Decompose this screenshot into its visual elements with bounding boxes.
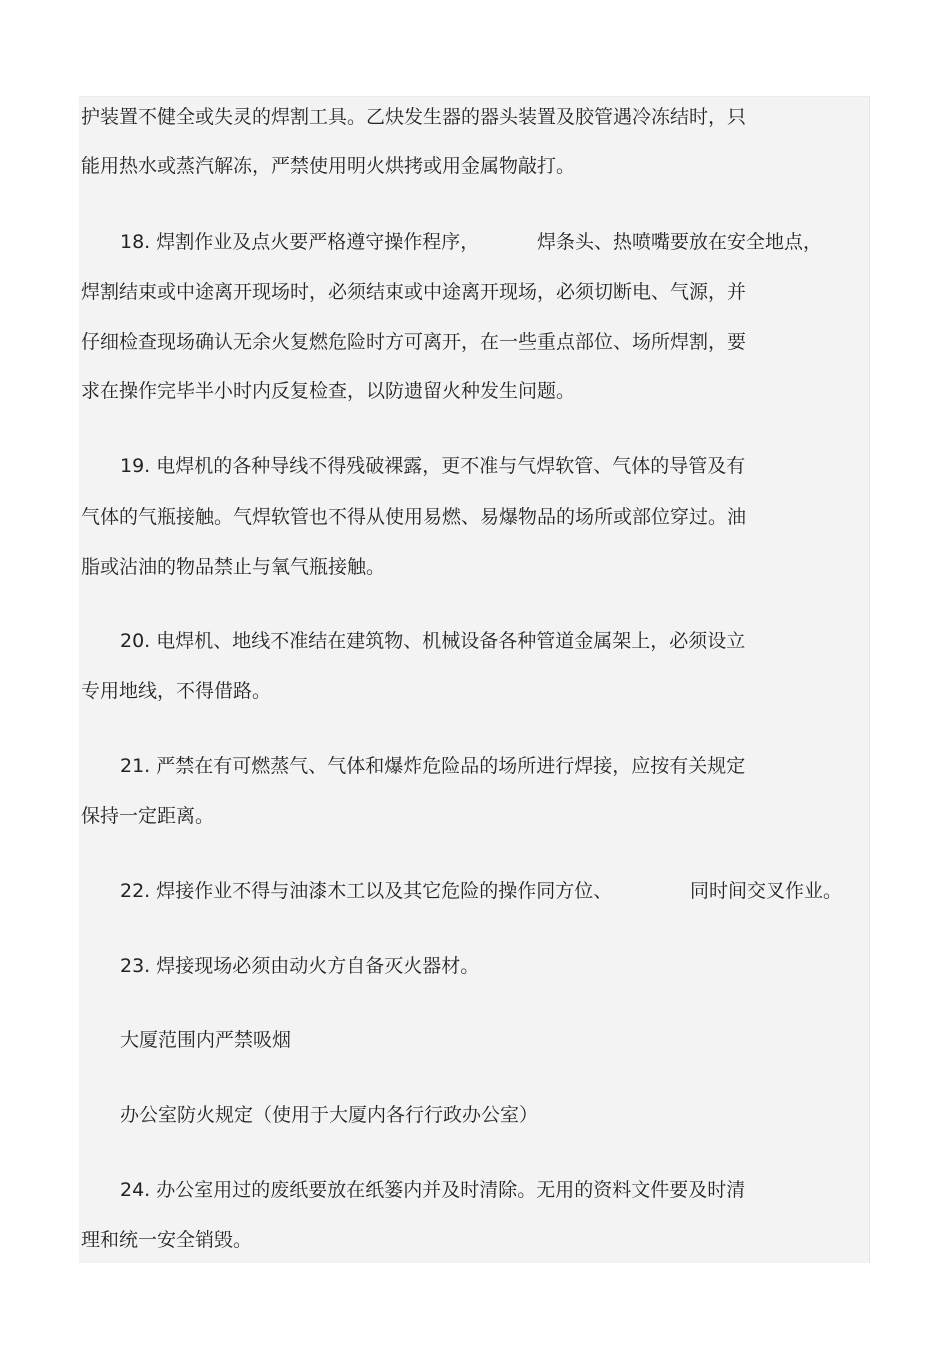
text-line: 能用热水或蒸汽解冻，严禁使用明火烘拷或用金属物敲打。 (81, 155, 576, 177)
text-line: 专用地线，不得借路。 (81, 680, 272, 702)
text-line-item-24: 24. 办公室用过的废纸要放在纸篓内并及时清除。无用的资料文件要及时清 (120, 1179, 746, 1201)
text-line: 焊割结束或中途离开现场时，必须结束或中途离开现场，必须切断电、气源，并 (81, 281, 747, 303)
text-line-item-22-b: 同时间交叉作业。 (690, 880, 843, 902)
text-line: 保持一定距离。 (81, 805, 215, 827)
text-line: 仔细检查现场确认无余火复燃危险时方可离开，在一些重点部位、场所焊割，要 (81, 331, 747, 353)
text-line: 气体的气瓶接触。气焊软管也不得从使用易燃、易爆物品的场所或部位穿过。油 (81, 506, 747, 528)
text-line: 护装置不健全或失灵的焊割工具。乙炔发生器的器头装置及胶管遇冷冻结时，只 (81, 106, 747, 128)
text-line: 求在操作完毕半小时内反复检查，以防遗留火种发生问题。 (81, 380, 576, 402)
text-line-item-18-b: 焊条头、热喷嘴要放在安全地点， (537, 231, 823, 253)
text-line-item-20: 20. 电焊机、地线不准结在建筑物、机械设备各种管道金属架上，必须设立 (120, 630, 746, 652)
text-line-item-22-a: 22. 焊接作业不得与油漆木工以及其它危险的操作同方位、 (120, 880, 613, 902)
section-heading-no-smoking: 大厦范围内严禁吸烟 (120, 1029, 292, 1051)
text-line-item-18-a: 18. 焊割作业及点火要严格遵守操作程序， (120, 231, 480, 253)
text-line-item-23: 23. 焊接现场必须由动火方自备灭火器材。 (120, 955, 480, 977)
text-line: 理和统一安全销毁。 (81, 1229, 253, 1251)
text-line: 脂或沾油的物品禁止与氧气瓶接触。 (81, 556, 386, 578)
section-heading-office-fire-rules: 办公室防火规定（使用于大厦内各行行政办公室） (120, 1104, 539, 1126)
text-line-item-19: 19. 电焊机的各种导线不得残破裸露，更不准与气焊软管、气体的导管及有 (120, 455, 746, 477)
text-line-item-21: 21. 严禁在有可燃蒸气、气体和爆炸危险品的场所进行焊接，应按有关规定 (120, 755, 746, 777)
